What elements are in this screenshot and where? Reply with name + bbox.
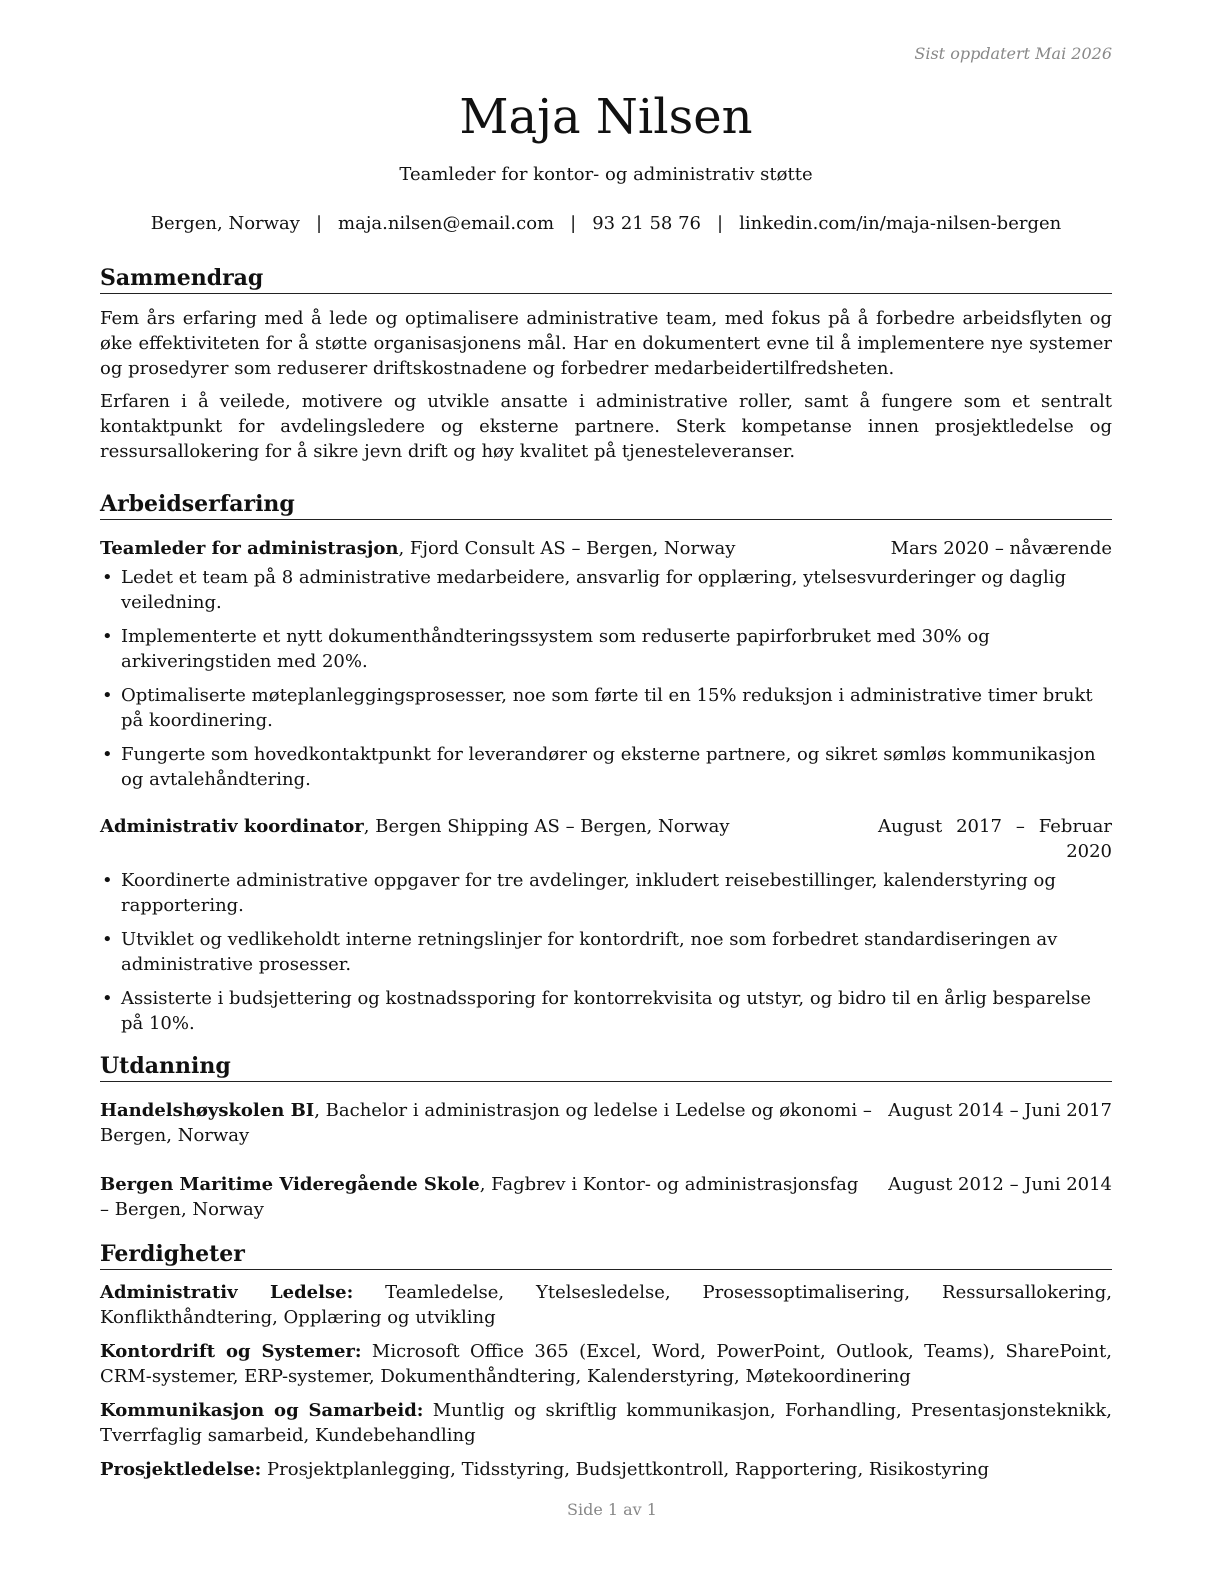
candidate-title: Teamleder for kontor- og administrativ støtte [399, 164, 813, 185]
contact-separator: | [570, 213, 577, 234]
job-bullets [100, 565, 1112, 792]
list-item: • Fungerte som hovedkontaktpunkt for leverandører og eksterne partnere, og sikret sømløs kommunikasjon og avtalehåndtering. [100, 742, 1112, 792]
education-dates: August 2012 – Juni 2014 [888, 1174, 1112, 1195]
skill-group [100, 1457, 1112, 1482]
list-item: • Implementerte et nytt dokumenthåndteringssystem som reduserte papirforbruket med 30% og arkiveringstiden med 20%. [100, 624, 1112, 674]
job-company: , Fjord Consult AS – Bergen, Norway [398, 538, 736, 559]
education-dates: August 2014 – Juni 2017 [888, 1100, 1112, 1121]
job-header [100, 814, 1112, 864]
skill-label: Kommunikasjon og Samarbeid: [100, 1400, 424, 1421]
skill-items: Prosjektplanlegging, Tidsstyring, Budsjettkontroll, Rapportering, Risikostyring [261, 1459, 990, 1480]
school-name: Bergen Maritime Videregående Skole [100, 1174, 480, 1195]
job-title: Administrativ koordinator [100, 816, 364, 837]
summary-paragraph: Fem års erfaring med å lede og optimalisere administrative team, med fokus på å forbedre arbeidsflyten og øke effektiviteten for å støtte organisasjonens mål. Har en dokumentert evne til å implementere nye systemer og prosedyrer som reduserer driftskostnadene og forbedrer medarbeidertilfredsheten. [100, 308, 1112, 379]
contact-separator: | [315, 213, 323, 234]
contact-line [100, 213, 1112, 234]
contact-phone: 93 21 58 76 [592, 213, 702, 234]
degree-details: , Bachelor i administrasjon og ledelse i Ledelse og økonomi – Bergen, Norway [100, 1100, 872, 1146]
section-heading-summary: Sammendrag [100, 264, 1112, 294]
education-item [100, 1172, 1112, 1222]
school-name: Handelshøyskolen BI [100, 1100, 315, 1121]
last-updated: Sist oppdatert Mai 2026 [914, 44, 1112, 63]
candidate-name: Maja Nilsen [459, 89, 753, 145]
skill-items: Teamledelse, Ytelsesledelse, Prosessoptimalisering, Ressursallokering, Konflikthåndtering, Opplæring og utvikling [100, 1282, 1112, 1328]
summary-paragraph: Erfaren i å veilede, motivere og utvikle ansatte i administrative roller, samt å fungere som et sentralt kontaktpunkt for avdelingsledere og eksterne partnere. Sterk kompetanse innen prosjektledelse og ressursallokering for å sikre jevn drift og høy kvalitet på tjenesteleveranser. [100, 391, 1112, 462]
skill-label: Prosjektledelse: [100, 1459, 262, 1480]
job-dates: Mars 2020 – nåværende [890, 538, 1112, 559]
job-dates: August 2017 – Februar 2020 [878, 816, 1112, 862]
list-item: • Ledet et team på 8 administrative medarbeidere, ansvarlig for opplæring, ytelsesvurderinger og daglig veiledning. [100, 565, 1112, 615]
job-header [100, 536, 1112, 561]
contact-separator: | [717, 213, 724, 234]
list-item: • Utviklet og vedlikeholdt interne retningslinjer for kontordrift, noe som forbedret standardiseringen av administrative prosesser. [100, 927, 1112, 977]
section-heading-skills: Ferdigheter [100, 1240, 1112, 1270]
job-company: , Bergen Shipping AS – Bergen, Norway [363, 816, 730, 837]
list-item: • Optimaliserte møteplanleggingsprosesser, noe som førte til en 15% reduksjon i administrative timer brukt på koordinering. [100, 683, 1112, 733]
section-heading-experience: Arbeidserfaring [100, 490, 1112, 520]
education-item [100, 1098, 1112, 1148]
contact-location: Bergen, Norway [150, 213, 300, 234]
resume-page [100, 40, 1112, 1482]
section-heading-education: Utdanning [100, 1052, 1112, 1082]
list-item: • Koordinerte administrative oppgaver for tre avdelinger, inkludert reisebestillinger, kalenderstyring og rapportering. [100, 868, 1112, 918]
page-number: Side 1 av 1 [567, 1500, 657, 1519]
degree-details: , Fagbrev i Kontor- og administrasjonsfag – Bergen, Norway [100, 1174, 859, 1220]
skill-group [100, 1280, 1112, 1330]
skill-group [100, 1339, 1112, 1389]
skill-group [100, 1398, 1112, 1448]
contact-linkedin[interactable]: linkedin.com/in/maja-nilsen-bergen [739, 213, 1062, 234]
skill-label: Kontordrift og Systemer: [100, 1341, 362, 1362]
list-item: • Assisterte i budsjettering og kostnadssporing for kontorrekvisita og utstyr, og bidro til en årlig besparelse på 10%. [100, 986, 1112, 1036]
job-title: Teamleder for administrasjon [100, 538, 399, 559]
job-bullets [100, 868, 1112, 1036]
skill-items: Muntlig og skriftlig kommunikasjon, Forhandling, Presentasjonsteknikk, Tverrfaglig samarbeid, Kundebehandling [100, 1400, 1112, 1446]
skill-items: Microsoft Office 365 (Excel, Word, PowerPoint, Outlook, Teams), SharePoint, CRM-systemer, ERP-systemer, Dokumenthåndtering, Kalenderstyring, Møtekoordinering [100, 1341, 1112, 1387]
skill-label: Administrativ Ledelse: [100, 1282, 354, 1303]
contact-email[interactable]: maja.nilsen@email.com [338, 213, 555, 234]
